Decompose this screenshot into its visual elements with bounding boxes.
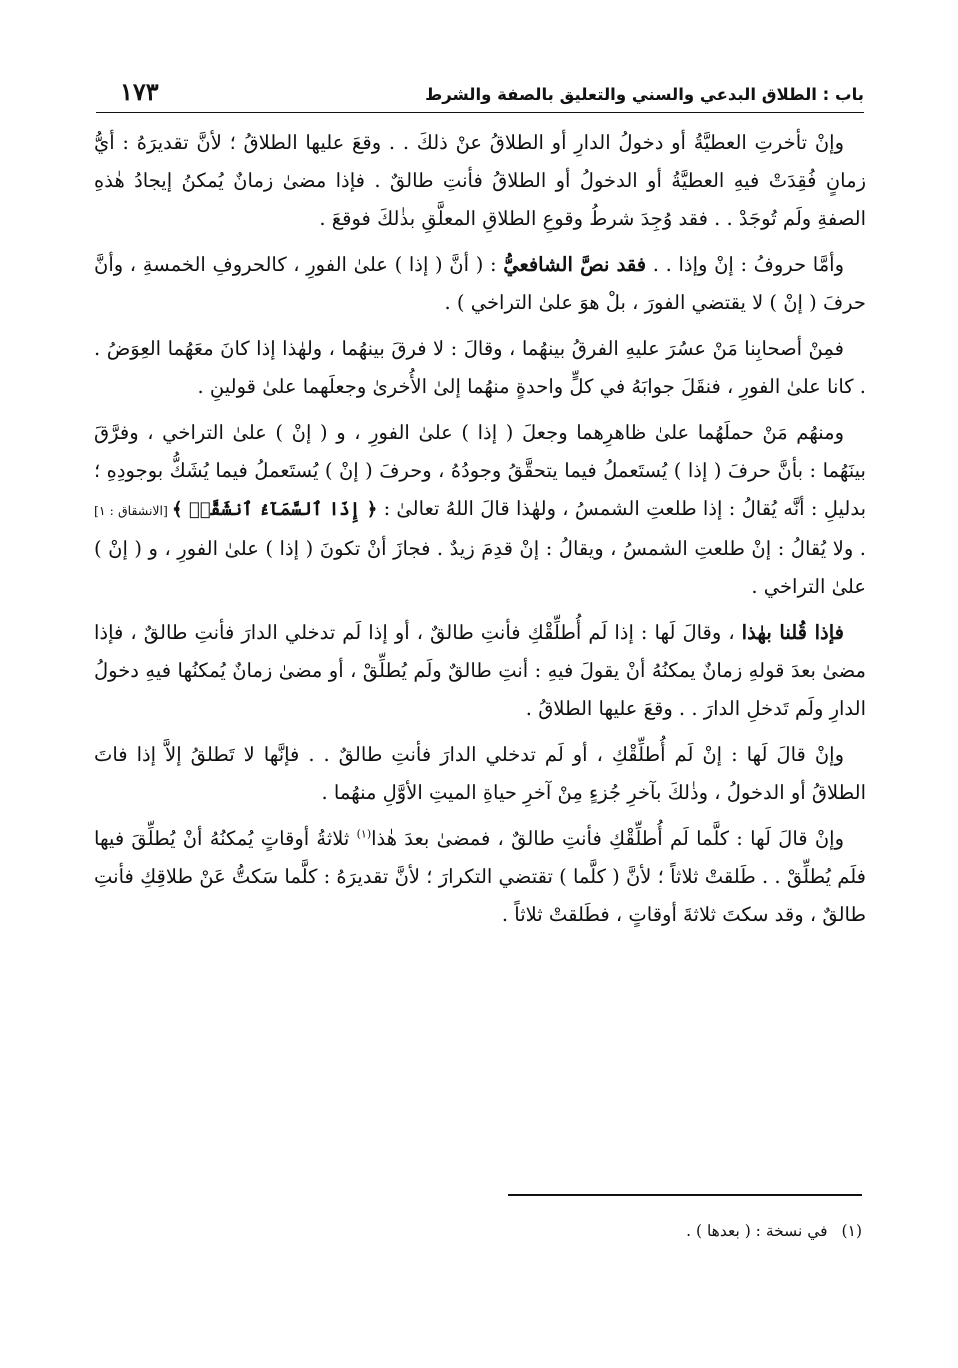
paragraph-5 — [94, 614, 866, 728]
paragraph-2-bold: فقد نصَّ الشافعيُّ — [503, 253, 647, 276]
page-number: ١٧٣ — [120, 77, 159, 106]
footnote-reference[interactable]: (١) — [356, 827, 372, 841]
paragraph-2 — [94, 246, 866, 322]
paragraph-3 — [94, 330, 866, 406]
paragraph-5-text: ، وقالَ لَها : إذا لَم أُطلِّقْكِ فأنتِ طالقٌ ، أو إذا لَم تدخلي الدارَ فأنتِ طالقٌ ، فإذا مضىٰ بعدَ قولهِ زمانٌ يمكنُهُ أنْ يقولَ فيهِ : أنتِ طالقٌ ولَم يُطلِّقْ ، أو مضىٰ زمانٌ يُمكنُها فيهِ دخولُ الدارِ ولَم تَدخلِ الدارَ . . وقعَ عليها الطلاقُ . — [94, 621, 866, 720]
footnote-divider — [508, 1194, 862, 1196]
footnote-number: (١) — [841, 1222, 862, 1240]
paragraph-4 — [94, 414, 866, 606]
paragraph-4-text-a: ومنهُم مَنْ حملَهُما علىٰ ظاهرِهما وجعلَ ( إذا ) علىٰ الفورِ ، و ( إنْ ) علىٰ التراخي ، وفرَّقَ بينَهُما : بأنَّ حرفَ ( إذا ) يُستَعملُ فيما يتحقَّقُ وجودُهُ ، وحرفَ ( إنْ ) يُستَعملُ فيما يُشَكُّ بوجودِهِ ؛ بدليلِ : أنَّه يُقالُ : إذا طلعتِ الشمسُ ، ولهٰذا قالَ اللهُ تعالىٰ : — [94, 421, 866, 520]
paragraph-6-text: وإنْ قالَ لَها : إنْ لَم أُطلِّقْكِ ، أو لَم تدخلي الدارَ فأنتِ طالقٌ . . فإنَّها لا تَطلقُ إلاَّ إذا فاتَ الطلاقُ أو الدخولُ ، وذٰلكَ بآخرِ جُزءٍ مِنْ آخرِ حياةِ الميتِ الأوَّلِ منهُما . — [94, 743, 866, 804]
footnote-text: في نسخة : ( بعدها ) . — [686, 1222, 828, 1240]
main-text — [94, 124, 866, 934]
paragraph-3-text: فمِنْ أصحابِنا مَنْ عسُرَ عليهِ الفرقُ بينهُما ، وقالَ : لا فرقَ بينهُما ، ولهٰذا إذا كانَ معَهُما العِوَضُ . . كانا علىٰ الفورِ ، فنقَلَ جوابَهُ في كلٍّ واحدةٍ منهُما إلىٰ الأُخرىٰ وجعلَهما علىٰ قولينِ . — [94, 337, 866, 398]
footnote — [94, 1222, 862, 1240]
page-header — [96, 66, 864, 113]
paragraph-1-text: وإنْ تأخرتِ العطيَّةُ أو دخولُ الدارِ أو الطلاقُ عنْ ذلكَ . . وقعَ عليها الطلاقُ ؛ لأنَّ تقديرَهُ : أيُّ زمانٍ فُقِدَتْ فيهِ العطيَّةُ أو الدخولُ أو الطلاقُ فأنتِ طالقٌ . فإذا مضىٰ زمانٌ يُمكنُ إيجادُ هٰذهِ الصفةِ ولَم تُوجَدْ . . فقد وُجِدَ شرطُ وقوعِ الطلاقِ المعلَّقِ بذٰلكَ فوقعَ . — [94, 131, 866, 230]
paragraph-4-text-b: . ولا يُقالُ : إنْ طلعتِ الشمسُ ، ويقالُ : إنْ قدِمَ زيدٌ . فجازَ أنْ تكونَ ( إذا ) علىٰ الفورِ ، و ( إنْ ) علىٰ التراخي . — [94, 537, 866, 598]
quran-verse: ﴿ إِذَا ٱلسَّمَآءُ ٱنشَقَّتۡ ﴾ — [171, 499, 378, 520]
paragraph-2-text-b: : ( أنَّ ( إذا ) علىٰ الفورِ ، كالحروفِ الخمسةِ ، وأنَّ حرفَ ( إنْ ) لا يقتضي الفورَ ، بلْ هوَ علىٰ التراخي ) . — [94, 253, 866, 314]
paragraph-5-bold: فإذا قُلنا بهٰذا — [741, 621, 844, 644]
paragraph-1 — [94, 124, 866, 238]
running-title: باب : الطلاق البدعي والسني والتعليق بالصفة والشرط — [425, 85, 864, 104]
paragraph-2-text-a: وأمَّا حروفُ : إنْ وإذا . . — [646, 253, 845, 276]
paragraph-7-text-b: ثلاثةُ أوقاتٍ يُمكنُهُ أنْ يُطلِّقَ فيها فلَم يُطلِّقْ . . طَلقتْ ثلاثاً ؛ لأنَّ ( كلَّما ) تقتضي التكرارَ ؛ لأنَّ تقديرَهُ : كلَّما سَكتُّ عَنْ طلاقِكِ فأنتِ طالقٌ ، وقد سكتَ ثلاثةَ أوقاتٍ ، فطَلقتْ ثلاثاً . — [94, 827, 866, 926]
paragraph-6 — [94, 736, 866, 812]
paragraph-7 — [94, 820, 866, 934]
verse-citation: [الانشقاق : ١] — [94, 503, 172, 518]
paragraph-7-text-a: وإنْ قالَ لَها : كلَّما لَم أُطلِّقْكِ فأنتِ طالقٌ ، فمضىٰ بعدَ هٰذا — [371, 827, 844, 850]
